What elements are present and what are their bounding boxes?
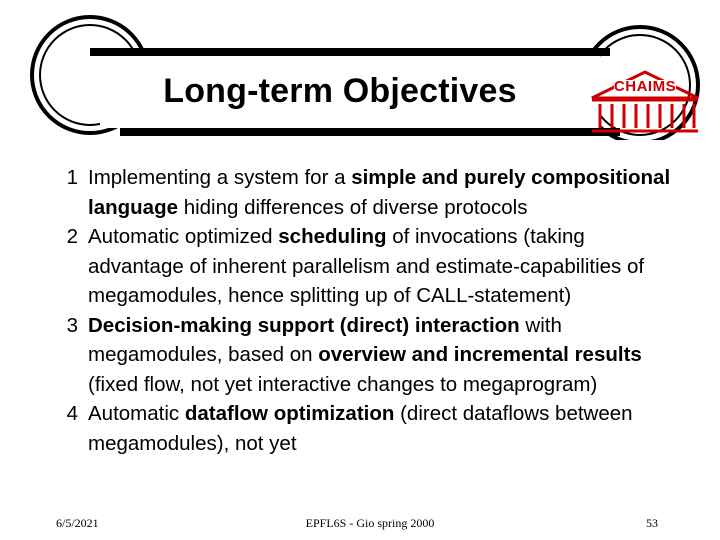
- objective-text: hiding differences of diverse protocols: [178, 195, 528, 219]
- objective-number: 4: [66, 402, 78, 425]
- objective-text: (fixed flow, not yet interactive changes to megaprogram): [88, 372, 598, 396]
- objective-item: [56, 163, 676, 222]
- objective-text: Implementing a system for a: [88, 166, 352, 189]
- objective-number: 3: [66, 313, 78, 337]
- objective-number: 2: [66, 225, 78, 248]
- objective-text: Automatic optimized: [88, 225, 279, 248]
- objectives-list: [56, 163, 676, 458]
- objective-text: Automatic: [88, 402, 185, 425]
- objective-text: (direct dataflows between megamodules), not yet: [88, 402, 633, 455]
- objective-emphasis: scheduling: [278, 225, 387, 248]
- objective-item: [56, 222, 676, 311]
- objective-item: [56, 311, 676, 400]
- objective-emphasis: dataflow optimization: [184, 402, 395, 425]
- slide-title: Long-term Objectives: [163, 72, 517, 110]
- objective-emphasis: simple and purely compositional language: [88, 166, 671, 219]
- objective-text: with megamodules, based on: [88, 313, 562, 366]
- objective-item: [56, 399, 676, 458]
- objective-emphasis: Decision-making support (direct) interaction: [88, 313, 520, 337]
- objective-text: of invocations (taking advantage of inherent parallelism and estimate-capabilities of megamodules, hence splitting up of CALL-statement): [88, 225, 645, 307]
- footer-page-number: 53: [646, 516, 658, 530]
- objective-emphasis: overview and incremental results: [318, 343, 642, 366]
- footer-date: 6/5/2021: [56, 516, 99, 530]
- footer-course: EPFL6S - Gio spring 2000: [305, 516, 435, 530]
- objective-number: 1: [66, 166, 78, 189]
- logo-text: CHAIMS: [613, 78, 677, 95]
